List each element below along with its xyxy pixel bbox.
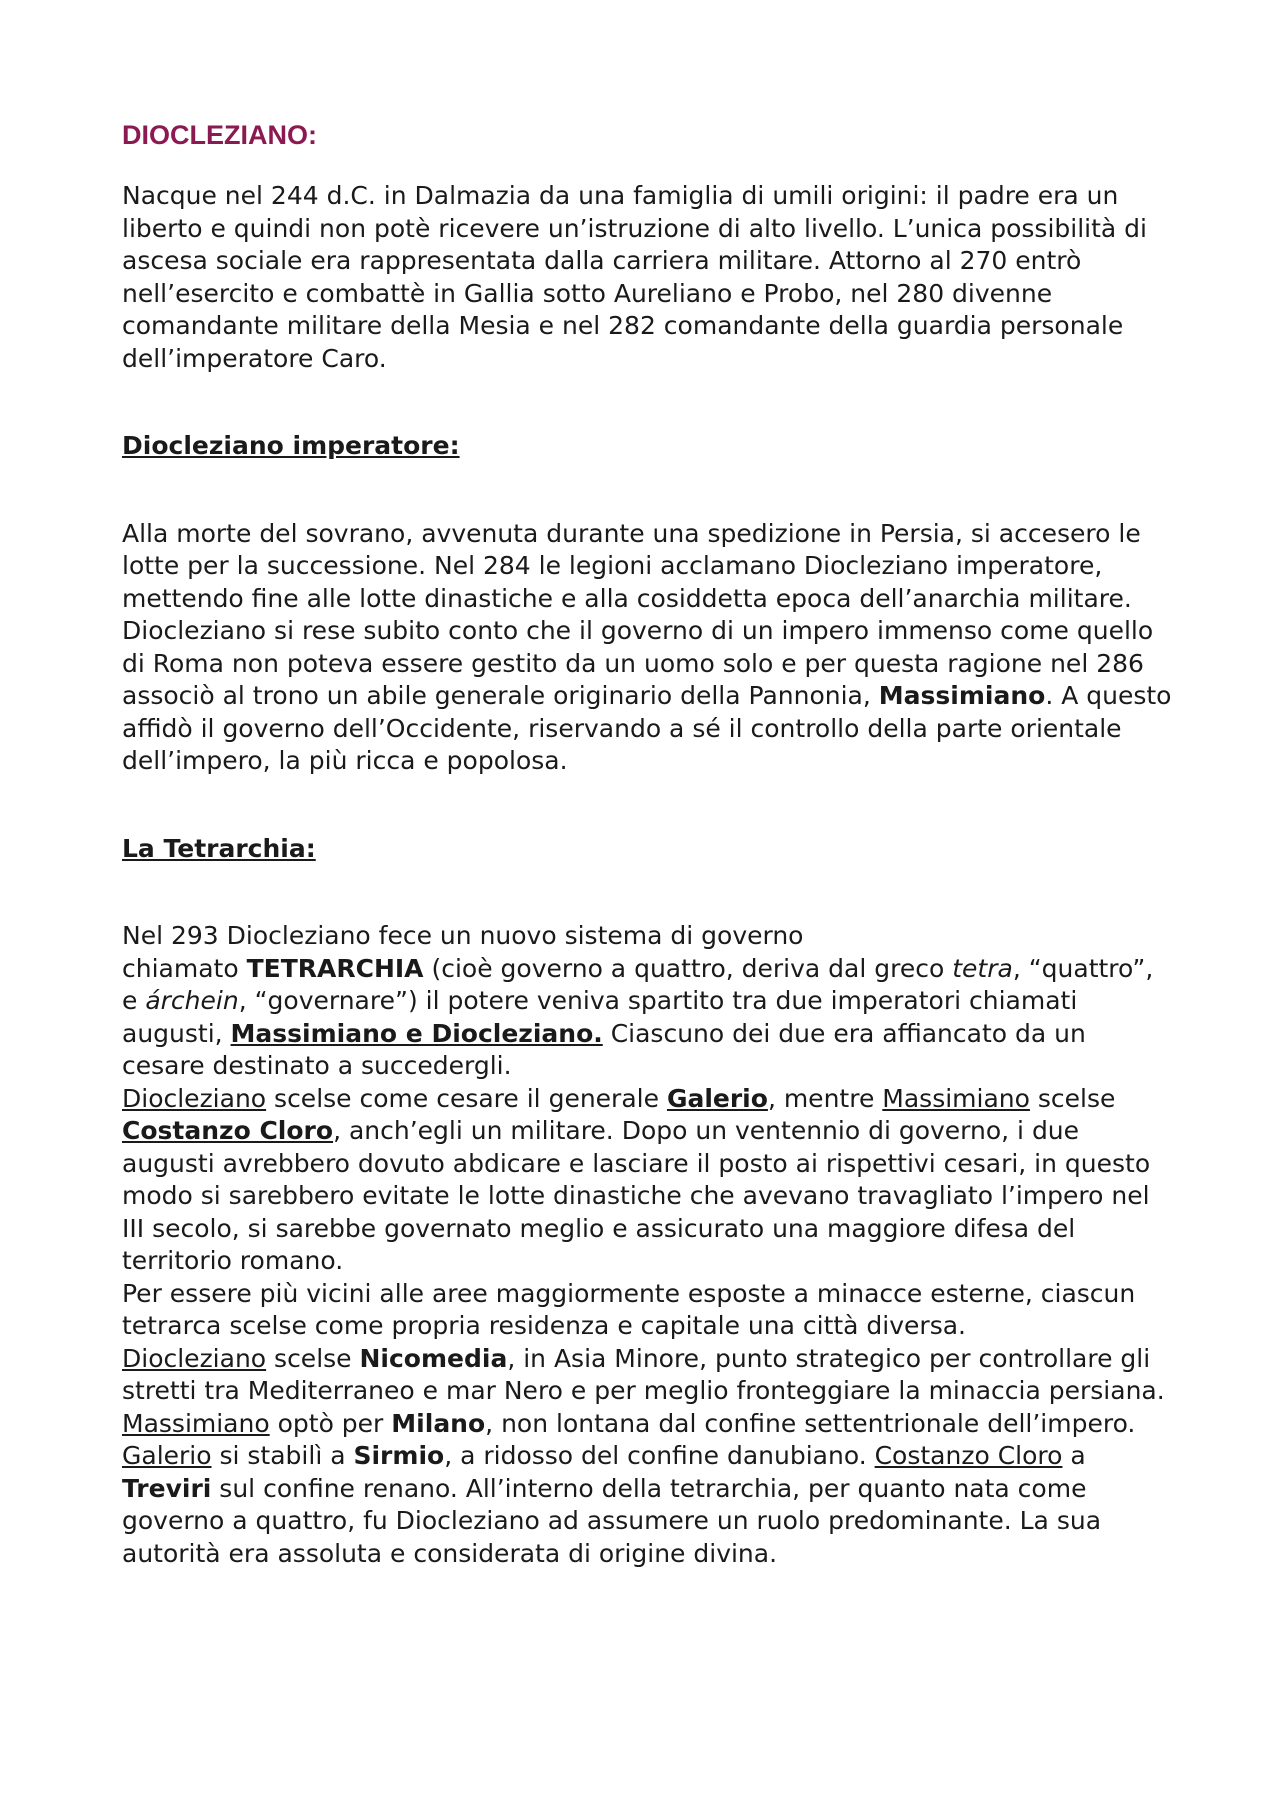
paragraph-origins: Nacque nel 244 d.C. in Dalmazia da una famiglia di umili origini: il padre era un liberto e quindi non potè ricevere un’istruzione di alto livello. L’unica possibilità di ascesa sociale era rappresentata dalla carriera militare. Attorno al 270 entrò nell’esercito e combattè in Gallia sotto Aureliano e Probo, nel 280 divenne comandante militare della Mesia e nel 282 comandante della guardia personale dell’imperatore Caro. [122,181,1147,373]
text-run: a [1062,1441,1086,1470]
bold-tetrarchia: TETRARCHIA [246,953,424,983]
underline-diocleziano: Diocleziano [122,1083,267,1113]
text-run: si stabilì a [211,1441,354,1470]
spacer [122,778,1172,833]
italic-tetra: tetra [952,953,1013,983]
text-run: , in Asia Minore, punto strategico per controllare gli stretti tra Mediterraneo e mar Nero e per meglio fronteggiare la minaccia persiana. [122,1343,1165,1405]
text-run: sul confine renano. All’interno della tetrarchia, per quanto nata come governo a quattro, fu Diocleziano ad assumere un ruolo predominante. La sua autorità era assoluta e considerata di origine divina. [122,1473,1102,1568]
underline-galerio: Galerio [122,1441,212,1470]
bold-sirmio: Sirmio [353,1441,445,1470]
spacer [122,463,1172,518]
bold-underline-costanzo-cloro: Costanzo Cloro [122,1116,334,1145]
bold-nicomedia: Nicomedia [359,1343,508,1373]
paragraph-capitali [122,1343,1172,1571]
text-run: scelse [266,1343,360,1373]
tetrarchia-line-1: Nel 293 Diocleziano fece un nuovo sistema di governo [122,921,804,950]
section-heading-imperatore: Diocleziano imperatore: [122,431,460,460]
document-page [122,118,1172,1570]
paragraph-cesari [122,1083,1172,1278]
spacer [122,375,1172,430]
text-run: scelse [1029,1083,1116,1113]
spacer [122,865,1172,920]
text-run: (cioè governo a quattro, deriva dal greco [423,953,953,983]
bold-underline-augusti: Massimiano e Diocleziano. [230,1018,603,1048]
text-run: scelse come cesare il generale [266,1083,667,1113]
bold-treviri: Treviri [122,1473,212,1503]
text-run: optò per [269,1408,392,1438]
section-heading-tetrarchia: La Tetrarchia: [122,833,316,863]
text-run: chiamato [122,953,247,983]
text-run: , a ridosso del confine danubiano. [444,1441,875,1470]
paragraph-tetrarchia-definition [122,953,1172,1083]
text-run: Alla morte del sovrano, avvenuta durante una spedizione in Persia, si accesero le lotte per la successione. Nel 284 le legioni acclamano Diocleziano imperatore, mettendo fine alle lotte dinastiche e alla cosiddetta epoca dell’anarchia militare. Diocleziano si rese subito conto che il governo di un impero immenso come quello di Roma non poteva essere gestito da un uomo solo e per questa ragione nel 286 associò al trono un abile generale originario della Pannonia, [122,518,1154,710]
italic-archein: árchein [145,986,239,1015]
underline-diocleziano: Diocleziano [122,1343,267,1373]
paragraph-residenze-intro: Per essere più vicini alle aree maggiormente esposte a minacce esterne, ciascun tetrarca scelse come propria residenza e capitale una città diversa. [122,1278,1136,1340]
text-run: , “quattro”, e [122,953,1154,1015]
underline-costanzo-cloro: Costanzo Cloro [874,1441,1063,1470]
text-run: Ciascuno dei due era affiancato da un cesare destinato a succedergli. [122,1018,1086,1080]
text-run: , mentre [767,1083,883,1113]
text-run: , “governare”) il potere veniva spartito tra due imperatori chiamati augusti, [122,986,1078,1048]
text-run: , anch’egli un militare. Dopo un ventennio di governo, i due augusti avrebbero dovuto abdicare e lasciare il posto ai rispettivi cesari, in questo modo si sarebbero evitate le lotte dinastiche che avevano travagliato l’impero nel III secolo, si sarebbe governato meglio e assicurato una maggiore difesa del territorio romano. [122,1116,1151,1275]
underline-massimiano: Massimiano [122,1408,270,1438]
text-run: , non lontana dal confine settentrionale dell’impero. [485,1408,1136,1438]
document-title: DIOCLEZIANO: [122,120,317,150]
bold-milano: Milano [391,1408,486,1438]
bold-underline-galerio: Galerio [666,1083,768,1113]
underline-massimiano: Massimiano [882,1083,1030,1113]
paragraph-imperatore [122,518,1172,778]
text-run: . A questo affidò il governo dell’Occidente, riservando a sé il controllo della parte orientale dell’impero, la più ricca e popolosa. [122,681,1172,775]
bold-massimiano: Massimiano [878,681,1046,710]
